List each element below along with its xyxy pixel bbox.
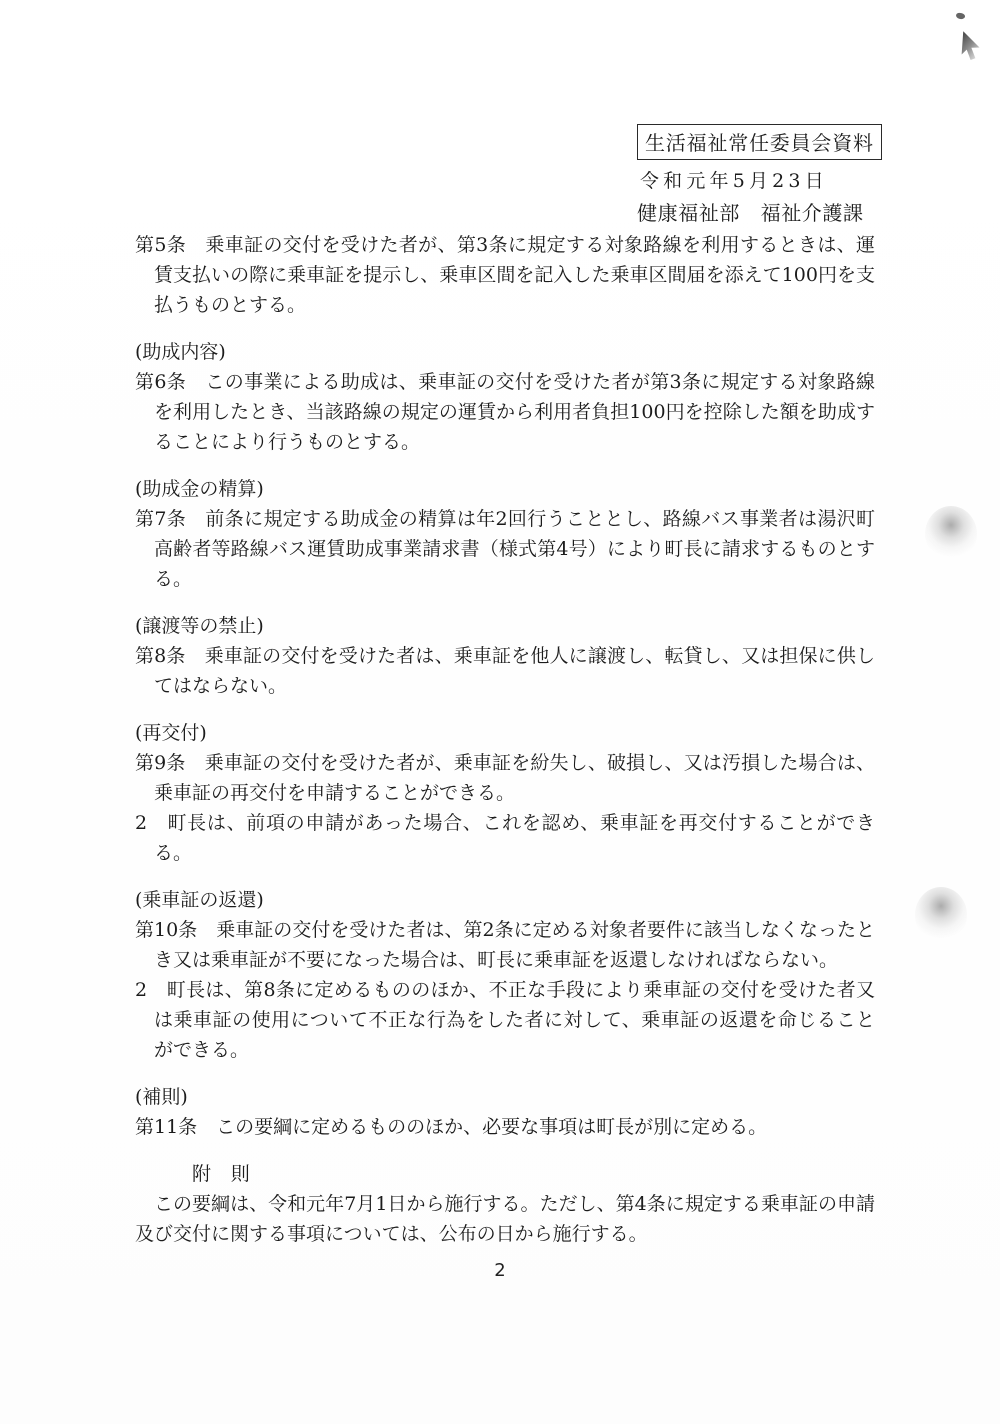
article-11-paragraph: 第11条 この要綱に定めるもののほか、必要な事項は町長が別に定める。 [135,1116,768,1138]
document-date: 令和元年5月23日 [640,170,828,192]
committee-label-box: 生活福祉常任委員会資料 [637,124,882,160]
document-header [637,124,882,226]
mouse-pointer-icon [960,31,986,69]
section-heading-reissue: (再交付) [135,722,207,744]
section-article-8 [135,611,875,701]
article-5-paragraph: 第5条 乗車証の交付を受けた者が、第3条に規定する対象路線を利用するときは、運賃支払いの際に乗車証を提示し、乗車区間を記入した乗車区間届を添えて100円を支払うものとする。 [135,234,875,316]
section-article-5 [135,230,875,320]
section-heading-subsidy-settlement: (助成金の精算) [135,478,264,500]
section-heading-transfer-prohibition: (譲渡等の禁止) [135,615,264,637]
section-article-6 [135,337,875,457]
article-8-paragraph: 第8条 乗車証の交付を受けた者は、乗車証を他人に譲渡し、転貸し、又は担保に供してはならない。 [135,645,875,697]
ordinance-body [135,230,875,1266]
section-article-11 [135,1082,875,1142]
department-name: 健康福祉部 福祉介護課 [637,201,864,225]
article-9-paragraph-2: 2 町長は、前項の申請があった場合、これを認め、乗車証を再交付することができる。 [135,812,875,864]
article-7-paragraph: 第7条 前条に規定する助成金の精算は年2回行うこととし、路線バス事業者は湯沢町高齢者等路線バス運賃助成事業請求書（様式第4号）により町長に請求するものとする。 [135,508,875,590]
ink-speck [955,12,965,20]
section-article-9 [135,718,875,868]
punch-hole-shadow-top [925,506,977,562]
article-6-paragraph: 第6条 この事業による助成は、乗車証の交付を受けた者が第3条に規定する対象路線を利用したとき、当該路線の規定の運賃から利用者負担100円を控除した額を助成することにより行うものとする。 [135,371,875,453]
section-article-10 [135,885,875,1065]
section-supplement [135,1159,875,1249]
section-article-7 [135,474,875,594]
article-10-paragraph-1: 第10条 乗車証の交付を受けた者は、第2条に定める対象者要件に該当しなくなったとき又は乗車証が不要になった場合は、町長に乗車証を返還しなければならない。 [135,919,875,971]
punch-hole-shadow-bottom [915,887,967,943]
section-heading-subsidy-content: (助成内容) [135,341,226,363]
section-heading-pass-return: (乗車証の返還) [135,889,264,911]
section-heading-supplementary-rules: (補則) [135,1086,188,1108]
supplement-body: この要綱は、令和元年7月1日から施行する。ただし、第4条に規定する乗車証の申請及び交付に関する事項については、公布の日から施行する。 [135,1193,875,1245]
article-9-paragraph-1: 第9条 乗車証の交付を受けた者が、乗車証を紛失し、破損し、又は汚損した場合は、乗車証の再交付を申請することができる。 [135,752,875,804]
article-10-paragraph-2: 2 町長は、第8条に定めるもののほか、不正な手段により乗車証の交付を受けた者又は乗車証の使用について不正な行為をした者に対して、乗車証の返還を命じることができる。 [135,979,875,1061]
supplement-title: 附 則 [192,1163,251,1185]
page-number: 2 [494,1260,506,1281]
